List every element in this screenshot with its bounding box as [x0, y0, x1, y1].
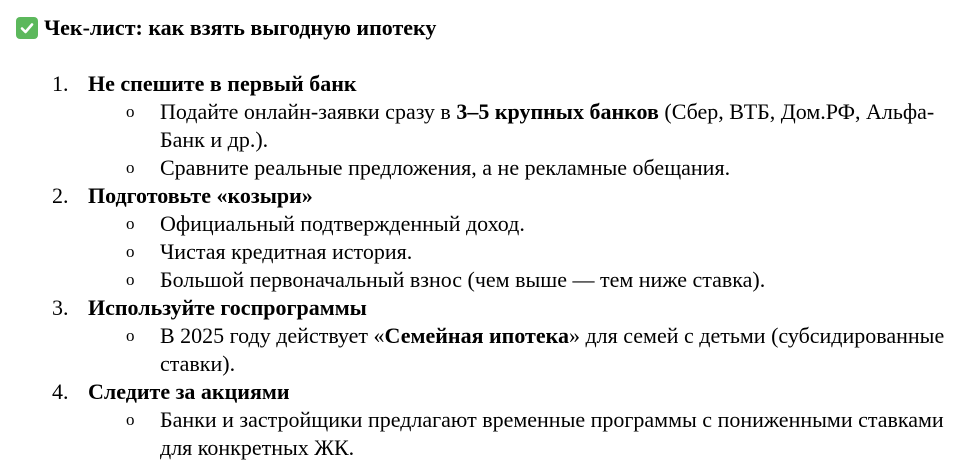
list-item — [0, 294, 974, 378]
list-item — [0, 70, 974, 182]
sub-item-bold: 3–5 крупных банков — [456, 99, 659, 124]
sub-item-text: Банки и застройщики предлагают временные программы с пониженными ставками для конкретных ЖК. — [160, 407, 944, 460]
sub-item-bold: Семейная ипотека — [384, 323, 569, 348]
item-heading: Подготовьте «козыри» — [88, 183, 313, 208]
list-item — [0, 182, 974, 294]
item-number: 2. — [52, 183, 69, 208]
sub-item — [126, 406, 950, 462]
item-number: 4. — [52, 379, 69, 404]
sub-item — [126, 210, 950, 238]
item-number: 1. — [52, 71, 69, 96]
sub-item-text: В 2025 году действует « — [160, 323, 385, 348]
item-heading: Следите за акциями — [88, 379, 290, 404]
sub-item — [126, 98, 950, 154]
sub-item — [126, 238, 950, 266]
page-title: Чек-лист: как взять выгодную ипотеку — [44, 15, 437, 40]
sub-item — [126, 154, 950, 182]
item-heading: Используйте госпрограммы — [88, 295, 367, 320]
bullet-marker: o — [126, 214, 135, 233]
sub-item-text: Чистая кредитная история. — [160, 239, 413, 264]
bullet-marker: o — [126, 410, 135, 429]
sub-item-text: Большой первоначальный взнос (чем выше — тем ниже ставка). — [160, 267, 766, 292]
sub-item-text: (Сбер, ВТБ, Дом.РФ, Альфа-Банк и др.). — [160, 99, 935, 152]
sub-item-text: » для семей с детьми (субсидированные ставки). — [160, 323, 945, 376]
sub-item-text: Сравните реальные предложения, а не рекламные обещания. — [160, 155, 731, 180]
list-item — [0, 378, 974, 462]
white-check-mark-icon — [16, 17, 38, 39]
sub-item-text: Официальный подтвержденный доход. — [160, 211, 525, 236]
sub-item-text: Подайте онлайн-заявки сразу в — [160, 99, 457, 124]
title-row — [16, 14, 436, 42]
sub-item — [126, 322, 950, 378]
bullet-marker: o — [126, 270, 135, 289]
bullet-marker: o — [126, 158, 135, 177]
checklist — [0, 70, 974, 462]
bullet-marker: o — [126, 242, 135, 261]
item-heading: Не спешите в первый банк — [88, 71, 357, 96]
item-number: 3. — [52, 295, 69, 320]
sub-item — [126, 266, 950, 294]
bullet-marker: o — [126, 326, 135, 345]
bullet-marker: o — [126, 102, 135, 121]
